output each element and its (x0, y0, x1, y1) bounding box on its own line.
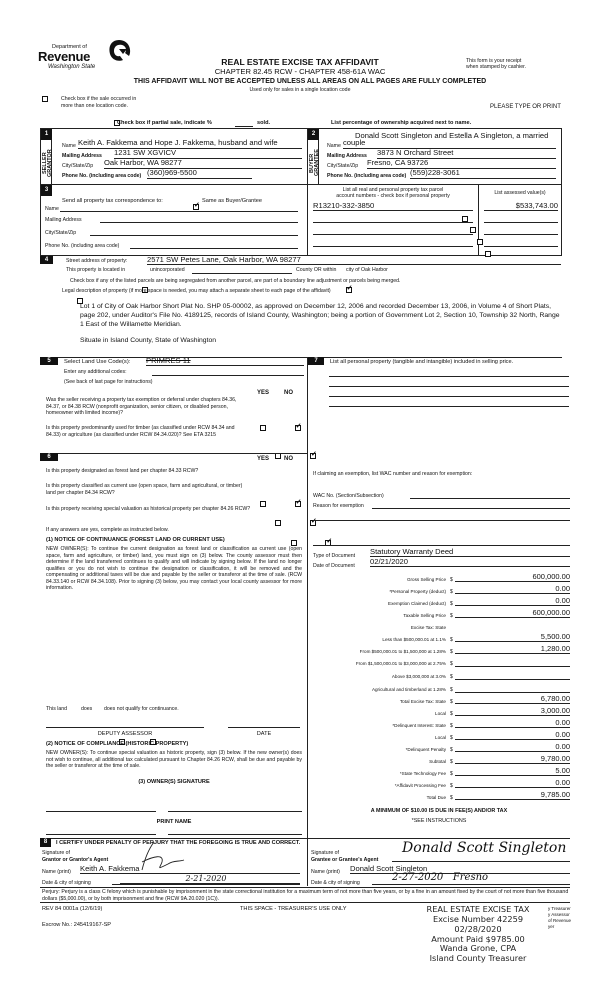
corr-name-field[interactable] (60, 211, 298, 212)
buyer-name-line1: Donald Scott Singleton and Estella A Singleton, a married (355, 131, 549, 140)
grantee-signature-field[interactable]: Donald Scott Singleton (392, 840, 570, 862)
assessor-date-label: DATE (256, 731, 272, 737)
grantee-sig-label-2: Grantee or Grantee's Agent (311, 857, 379, 863)
tax-row-label: Above $3,000,000 at 3.0% (391, 674, 446, 679)
land-use-q1-no[interactable] (295, 425, 301, 431)
please-type: PLEASE TYPE OR PRINT (490, 104, 561, 110)
s6-q1-yes[interactable] (260, 501, 266, 507)
section-number-5: 5 (40, 357, 58, 365)
parcel-value-field-2[interactable] (484, 213, 558, 223)
form-revision: REV 84 0001a (12/6/19) (42, 906, 103, 912)
dor-logo (38, 44, 138, 80)
doc-date-label: Date of Document (313, 563, 355, 569)
reason-label: Reason for exemption (313, 503, 364, 509)
notice1-text: NEW OWNER(S): To continue the current designation as forest land or classification as current use (open space, farm and agriculture, or timber) land, you must sign on (3) below. The county assessor must then determine if the land transferred continues to qualify and will indicate by signing below. If the land no longer qualifies or you do not wish to continue the designation or classification, it will be removed and the compensating or additional taxes will be due and payable by the seller or transferor at the time of sale. (RCW 84.33.140 or RCW 84.34.108). Prior to signing (3) below, you may contact your local county assessor for more information. (46, 546, 302, 591)
subtotal-field[interactable]: 9,780.00 (455, 754, 570, 764)
taxable-selling-price-field[interactable]: 600,000.00 (455, 608, 570, 618)
tier3-tax-field[interactable] (455, 658, 570, 667)
seller-name-field[interactable]: Keith A. Fakkema and Hope J. Fakkema, husband and wife (78, 138, 302, 149)
seller-city-field[interactable]: Oak Harbor, WA 98277 (104, 158, 302, 169)
qualify-does-label: does (81, 706, 93, 712)
dollar-sign: $ (450, 723, 453, 729)
dollar-sign: $ (450, 674, 453, 680)
local-excise-field[interactable]: 3,000.00 (455, 706, 570, 716)
street-label: Street address of property: (66, 258, 128, 264)
seller-side-label: SELLER (42, 152, 48, 174)
perjury-notice: Perjury: Perjury is a class C felony which is punishable by imprisonment in the state correctional institution for a maximum term of not more than five years, or by a fine in an amount fixed by the court of not more than five thousand dollars ($5,000.00), or by both imprisonment and fine (RCW 9A.20.020 (1C)). (42, 889, 569, 902)
s6-q3-yes[interactable] (291, 540, 297, 546)
section-number-1: 1 (41, 129, 52, 140)
stamp-date: 02/28/2020 (454, 923, 502, 934)
land-use-yes-header: YES (257, 390, 270, 396)
grantor-name-label: Name (print) (42, 869, 71, 875)
delinquent-interest-state-field[interactable]: 0.00 (455, 718, 570, 728)
dollar-sign: $ (450, 699, 453, 705)
doc-date-field[interactable]: 02/21/2020 (370, 557, 570, 567)
seller-phone-field[interactable]: (360)969-5500 (147, 168, 252, 179)
dollar-sign: $ (450, 771, 453, 777)
grantee-name-field[interactable]: Donald Scott Singleton (350, 864, 570, 874)
reason-field-line-3[interactable] (313, 545, 570, 546)
notice1-title: (1) NOTICE OF CONTINUANCE (FOREST LAND OR CURRENT USE) (46, 537, 225, 543)
form-chapter: CHAPTER 82.45 RCW - CHAPTER 458-61A WAC (214, 67, 386, 76)
dollar-sign: $ (450, 613, 453, 619)
tier2-tax-field[interactable]: 1,280.00 (455, 644, 570, 654)
print-name-field-1[interactable] (46, 834, 156, 835)
tax-row-label: Taxable Selling Price (403, 613, 446, 618)
seller-address-label: Mailing Address (62, 153, 102, 159)
dollar-sign: $ (450, 795, 453, 801)
side-note-1: y Treasurer (548, 906, 571, 911)
land-use-no-header: NO (284, 390, 293, 396)
city-of-label: city of Oak Harbor (346, 267, 388, 273)
parcel-account-field-4[interactable] (313, 237, 473, 247)
additional-codes-label: Enter any additional codes: (64, 369, 127, 375)
personal-property-line-4[interactable] (329, 406, 569, 407)
form-title: REAL ESTATE EXCISE TAX AFFIDAVIT (221, 57, 379, 67)
gross-selling-price-field[interactable]: 600,000.00 (455, 572, 570, 582)
dollar-sign: $ (450, 759, 453, 765)
dollar-sign: $ (450, 577, 453, 583)
see-back-note: (See back of last page for instructions) (64, 379, 153, 385)
side-note-2: y Assessor (548, 912, 570, 917)
tax-row-label: Gross Selling Price (406, 577, 446, 582)
dollar-sign: $ (450, 711, 453, 717)
corr-city-label: City/State/Zip (45, 230, 77, 236)
personal-property-line-2[interactable] (329, 386, 569, 387)
buyer-city-label: City/State/Zip (327, 163, 359, 169)
see-instructions: *SEE INSTRUCTIONS (411, 818, 467, 824)
receipt-note-2: when stamped by cashier. (466, 64, 526, 70)
personal-property-label: List all personal property (tangible and intangible) included in selling price. (330, 359, 514, 365)
partial-sold-label: sold. (257, 120, 271, 126)
s6-no-header: NO (284, 456, 293, 462)
stamp-excise-number: Excise Number 42259 (432, 913, 524, 924)
treasurer-stamp (408, 905, 548, 964)
s6-q2-yes[interactable] (275, 520, 281, 526)
qualify-does-not-label: does not qualify for continuance. (104, 706, 179, 712)
logo-dept-of: Department of (52, 44, 87, 50)
section-number-4: 4 (40, 256, 53, 264)
tax-row-label: Local (435, 735, 446, 740)
deputy-assessor-field[interactable] (46, 727, 204, 728)
tax-row-label: *Delinquent Interest: State (392, 723, 446, 728)
single-location-note: Used only for sales in a single location code (249, 87, 351, 93)
affidavit-fee-field[interactable]: 0.00 (455, 778, 570, 788)
parcel-account-field-1[interactable]: R13210-332-3850 (313, 201, 473, 211)
dollar-sign: $ (450, 687, 453, 693)
correspondence-label: Send all property tax correspondence to: (62, 198, 163, 204)
buyer-address-label: Mailing Address (327, 153, 367, 159)
within-city-checkbox[interactable] (346, 287, 352, 293)
ag-timber-tax-field[interactable] (455, 684, 570, 693)
section-number-6: 6 (40, 453, 58, 461)
tax-row-label: *Delinquent Penalty (405, 747, 446, 752)
s6-q2: Is this property classified as current use (open space, farm and agricultural, or timber) land per chapter 84.34 RCW? (46, 483, 243, 496)
total-excise-state-field[interactable]: 6,780.00 (455, 694, 570, 704)
minimum-note: A MINIMUM OF $10.00 IS DUE IN FEE(S) AND/OR TAX (370, 808, 508, 814)
personal-property-deduct-field[interactable]: 0.00 (455, 584, 570, 594)
grantee-sig-label-1: Signature of (311, 850, 339, 856)
print-name-field-2[interactable] (168, 834, 302, 835)
owner-signature-field-2[interactable] (168, 811, 302, 812)
certify-statement: I CERTIFY UNDER PENALTY OF PERJURY THAT THE FOREGOING IS TRUE AND CORRECT. (56, 840, 301, 846)
tax-row-label: Total Due (426, 795, 446, 800)
grantee-side-label: GRANTEE (314, 149, 320, 177)
county-or-label: County OR within (296, 267, 337, 273)
s6-q1: Is this property designated as forest land per chapter 84.33 RCW? (46, 468, 199, 474)
stamp-treasurer-name: Wanda Grone, CPA (439, 943, 517, 954)
stamp-line-1: REAL ESTATE EXCISE TAX (426, 904, 530, 914)
land-use-q1-yes[interactable] (260, 425, 266, 431)
parcel-value-field-4[interactable] (484, 237, 558, 247)
doc-type-label: Type of Document (313, 553, 356, 559)
seller-address-field[interactable]: 1231 SW XGVICV (114, 148, 302, 159)
grantor-date-label: Date & city of signing (42, 880, 91, 886)
corr-name-label: Name (45, 206, 59, 212)
total-due-field[interactable]: 9,785.00 (455, 790, 570, 800)
logo-state: Washington State (48, 64, 96, 70)
dollar-sign: $ (450, 649, 453, 655)
buyer-phone-field[interactable]: (559)228-3061 (410, 168, 556, 179)
parcel-value-field-1[interactable]: $533,743.00 (484, 201, 558, 211)
tax-row-label: *Personal Property (deduct) (389, 589, 446, 594)
delinquent-interest-local-field[interactable]: 0.00 (455, 730, 570, 740)
unincorporated-label: unincorporated (150, 267, 185, 273)
stamp-treasurer-title: Island County Treasurer (429, 953, 527, 964)
personal-property-line-1[interactable] (329, 376, 569, 377)
same-as-buyer-label: Same as Buyer/Grantee (202, 198, 263, 204)
land-use-q1: Was the seller receiving a property tax exemption or deferral under chapters 84.36, 84.37, or 84.38 RCW (nonprofit organization, senior citizen, or disabled person, homeowner with limited income)? (46, 397, 237, 416)
assessed-value-header: List assessed value(s) (494, 190, 546, 196)
buyer-address-field[interactable]: 3873 N Orchard Street (377, 148, 556, 159)
legal-description-text[interactable]: Lot 1 of City of Oak Harbor Short Plat No. SHP 05-00002, as approved on December 12, 2006 and recorded December 13, 2006, in Volume 4 of Short Plats, page 202, under Auditor's File No. 4189125, records of Island County, Washington; being a portion of Government Lot 2, Section 10, Township 32 North, Range 1 East of the Willamette Meridian. (80, 303, 560, 329)
buyer-name-field[interactable]: couple (343, 138, 556, 149)
grantor-sig-label-2: Grantor or Grantor's Agent (42, 857, 109, 863)
tax-row-label: From $500,000.01 to $1,500,000 at 1.28% (359, 649, 446, 654)
buyer-side-label: BUYER (309, 153, 315, 173)
section-number-2: 2 (308, 129, 319, 140)
dollar-sign: $ (450, 783, 453, 789)
grantor-date-field[interactable]: 2-21-2020 (112, 874, 300, 885)
excise-tax-state-header: Excise Tax: State (410, 625, 446, 630)
corr-city-field[interactable] (90, 235, 298, 236)
reason-field[interactable] (372, 508, 570, 509)
owner-signature-title: (3) OWNER(S) SIGNATURE (138, 779, 210, 785)
receipt-note-1: This form is your receipt (466, 58, 522, 64)
corr-phone-label: Phone No. (including area code) (45, 243, 120, 249)
dollar-sign: $ (450, 735, 453, 741)
seller-name-label: Name (62, 143, 76, 149)
reason-field-line-2[interactable] (313, 520, 570, 521)
wac-label: WAC No. (Section/Subsection) (313, 493, 384, 499)
s6-q3: Is this property receiving special valuation as historical property per chapter 84.26 RCW? (46, 506, 251, 512)
tax-row-label: Less than $500,000.01 at 1.1% (382, 637, 446, 642)
doc-type-field[interactable]: Statutory Warranty Deed (370, 547, 570, 557)
same-as-buyer-checkbox[interactable] (193, 204, 199, 210)
legal-desc-label: Legal description of property (if more space is needed, you may attach a separate sheet to each page of the affidavit) (62, 288, 331, 294)
street-address-field[interactable]: 2571 SW Petes Lane, Oak Harbor, WA 98277 (147, 255, 561, 265)
tier1-tax-field[interactable]: 5,500.00 (455, 632, 570, 642)
wac-field[interactable] (410, 498, 570, 499)
grantor-sig-label-1: Signature of (42, 850, 70, 856)
grantee-date-field[interactable]: 2-27-2020 Fresno (372, 872, 570, 885)
grantor-side-label: GRANTOR (47, 149, 53, 177)
dollar-sign: $ (450, 747, 453, 753)
treasurer-use-label: THIS SPACE - TREASURER'S USE ONLY (240, 906, 347, 912)
section-number-3: 3 (41, 185, 52, 196)
s6-yes-header: YES (257, 456, 270, 462)
grantee-date-label: Date & city of signing (311, 880, 360, 886)
partial-percent-field[interactable] (235, 126, 253, 127)
parcel-account-field-3[interactable] (313, 225, 473, 235)
county-field[interactable] (192, 273, 292, 274)
parcel-account-field-2[interactable] (313, 213, 473, 223)
land-use-q2-yes[interactable] (275, 453, 281, 459)
form-warning: THIS AFFIDAVIT WILL NOT BE ACCEPTED UNLESS ALL AREAS ON ALL PAGES ARE FULLY COMPLETED (133, 78, 487, 85)
corr-address-label: Mailing Address (45, 217, 82, 223)
section-number-8: 8 (40, 838, 51, 847)
side-note-3: of Revenue (548, 918, 572, 923)
land-use-q2: Is this property predominantly used for timber (as classified under RCW 84.34 and 84.33) or agriculture (as classified under RCW 84.34.020)? See ETA 3215 (46, 425, 235, 438)
multi-location-checkbox[interactable] (42, 96, 48, 102)
notice2-title: (2) NOTICE OF COMPLIANCE (HISTORIC PROPERTY) (46, 741, 189, 747)
qualify-prefix: This land (46, 706, 68, 712)
grantee-name-label: Name (print) (311, 869, 340, 875)
s6-if-yes: If any answers are yes, complete as instructed below. (46, 527, 169, 533)
seller-city-label: City/State/Zip (62, 163, 94, 169)
land-use-code-field[interactable]: PRIMRES 11 (146, 356, 304, 366)
s6-q1-no[interactable] (295, 501, 301, 507)
side-note-4: yer (548, 924, 555, 929)
multi-location-label-2: more than one location code. (61, 103, 128, 109)
notice2-text: NEW OWNER(S): To continue special valuation as historic property, sign (3) below. If the new owner(s) does not wish to continue, all additional tax calculated pursuant to Chapter 84.26 RCW, shall be due and payable by the seller or transferor at the time of sale. (46, 750, 302, 769)
situate-text: Situate in Island County, State of Washington (80, 337, 217, 344)
stamp-amount-paid: Amount Paid $9785.00 (431, 933, 525, 944)
logo-revenue: Revenue (38, 49, 91, 64)
escrow-number: Escrow No.: 245419167-SP (42, 922, 112, 928)
exemption-label: If claiming an exemption, list WAC number and reason for exemption: (313, 471, 473, 477)
tax-row-label: From $1,500,000.01 to $3,000,000 at 2.75% (355, 661, 446, 666)
tax-row-label: Exemption Claimed (deduct) (388, 601, 446, 606)
segregated-label: Check box if any of the listed parcels are being segregated from another parcel, are part of a boundary line adjustment or parcels being merged. (70, 278, 401, 284)
ownership-note: List percentage of ownership acquired next to name. (331, 120, 472, 126)
deputy-assessor-label: DEPUTY ASSESSOR (97, 731, 153, 737)
land-use-label: Select Land Use Code(s): (64, 359, 131, 365)
tax-row-label: *State Technology Fee (399, 771, 446, 776)
buyer-name-label: Name (327, 143, 341, 149)
tax-row-label: *Affidavit Processing Fee (394, 783, 446, 788)
dor-swirl-icon (106, 38, 132, 64)
buyer-phone-label: Phone No. (including area code) (327, 173, 407, 179)
parcels-header-1: List all real and personal property tax parcel (342, 187, 444, 193)
exemption-claimed-field[interactable]: 0.00 (455, 596, 570, 606)
grantor-name-field[interactable]: Keith A. Fakkema (80, 864, 300, 874)
tax-row-label: Total Excise Tax: State (399, 699, 446, 704)
dollar-sign: $ (450, 661, 453, 667)
seller-phone-label: Phone No. (including area code) (62, 173, 142, 179)
multi-location-label-1: Check box if the sale occurred in (61, 96, 137, 102)
located-prefix: This property is located in (66, 267, 126, 273)
buyer-city-field[interactable]: Fresno, CA 93726 (367, 158, 556, 169)
tax-row-label: Agricultural and timberland at 1.28% (371, 687, 446, 692)
delinquent-penalty-field[interactable]: 0.00 (455, 742, 570, 752)
owner-signature-field-1[interactable] (46, 811, 156, 812)
dollar-sign: $ (450, 637, 453, 643)
tax-row-label: Local (435, 711, 446, 716)
partial-sale-label: Check box if partial sale, indicate % (117, 120, 212, 126)
tax-row-label: Subtotal (429, 759, 446, 764)
print-name-label: PRINT NAME (156, 819, 192, 825)
land-use-q2-no[interactable] (310, 453, 316, 459)
parcel-value-field-3[interactable] (484, 225, 558, 235)
dollar-sign: $ (450, 601, 453, 607)
corr-phone-field[interactable] (130, 248, 298, 249)
additional-codes-field[interactable] (152, 375, 304, 376)
section-number-7: 7 (308, 357, 324, 365)
corr-address-field[interactable] (100, 222, 298, 223)
technology-fee-field[interactable]: 5.00 (455, 766, 570, 776)
assessor-date-field[interactable] (228, 727, 300, 728)
parcels-header-2: account numbers - check box if personal property (336, 193, 450, 199)
tier4-tax-field[interactable] (455, 671, 570, 680)
personal-property-line-3[interactable] (329, 396, 569, 397)
dollar-sign: $ (450, 589, 453, 595)
parcel-personal-checkbox-3[interactable] (477, 239, 483, 245)
